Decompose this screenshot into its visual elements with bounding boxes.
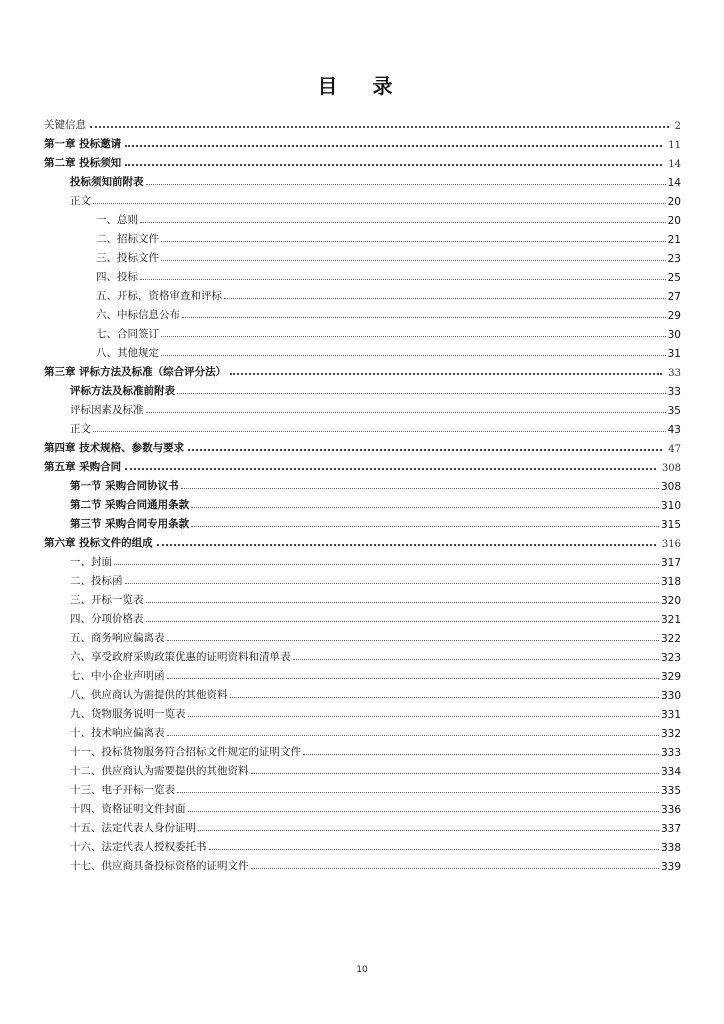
toc-entry-label: 三、投标文件 [96,252,159,264]
dot-leader [114,563,659,565]
dot-leader [177,392,666,394]
dot-leader [293,658,659,660]
dot-leader [161,335,666,337]
toc-entry-label: 十一、投标货物服务符合招标文件规定的证明文件 [70,746,301,758]
dot-leader [146,620,659,622]
toc-entry-page: 29 [667,310,681,322]
toc-entry-page: 329 [660,671,681,683]
toc-entry-page: 321 [660,614,681,626]
toc-entry-page: 20 [667,215,681,227]
toc-entry[interactable] [44,835,681,854]
toc-entry-page: 47 [668,444,681,455]
dot-leader [161,240,666,242]
toc-entry-page: 30 [667,329,681,341]
toc-entry-page: 33 [667,386,681,398]
toc-entry-page: 317 [660,557,681,569]
toc-entry-label: 评标方法及标准前附表 [70,385,175,397]
toc-entry-page: 334 [660,766,681,778]
toc-entry[interactable] [44,379,681,398]
toc-entry-label: 第二节 采购合同通用条款 [70,499,190,511]
toc-entry-page: 331 [660,709,681,721]
toc-entry-page: 20 [667,196,681,208]
toc-entry[interactable] [44,417,681,436]
dot-leader [209,848,659,850]
toc-entry[interactable] [44,569,681,588]
toc-entry-label: 十、技术响应偏离表 [70,727,165,739]
dot-leader [90,125,669,128]
dot-leader [181,487,659,489]
page-number: 10 [356,965,368,975]
dot-leader [125,163,662,166]
toc-entry-label: 五、开标，资格审查和评标 [96,290,222,302]
dot-leader [251,867,659,869]
toc-entry-label: 六、中标信息公布 [96,309,180,321]
toc-entry-page: 323 [660,652,681,664]
dot-leader [167,734,659,736]
toc-entry[interactable] [44,360,681,379]
dot-leader [198,829,659,831]
toc-entry[interactable] [44,455,681,474]
toc-entry[interactable] [44,740,681,759]
toc-entry[interactable] [44,626,681,645]
toc-entry[interactable] [44,322,681,341]
dot-leader [93,430,666,432]
toc-entry[interactable] [44,607,681,626]
toc-entry-page: 25 [667,272,681,284]
toc-entry-page: 318 [660,576,681,588]
toc-entry[interactable] [44,854,681,873]
toc-entry[interactable] [44,398,681,417]
dot-leader [177,791,659,793]
dot-leader [146,601,659,603]
toc-entry-page: 310 [660,500,681,512]
toc-entry-label: 正文 [70,195,91,207]
toc-entry-page: 308 [661,463,681,474]
toc-entry[interactable] [44,208,681,227]
dot-leader [167,677,659,679]
toc-entry-page: 339 [660,861,681,873]
dot-leader [224,297,666,299]
dot-leader [230,696,659,698]
toc-entry-page: 320 [660,595,681,607]
toc-entry-label: 十二、供应商认为需要提供的其他资料 [70,765,249,777]
toc-entry[interactable] [44,797,681,816]
toc-entry-label: 七、合同签订 [96,328,159,340]
toc-entry-page: 14 [667,177,681,189]
toc-entry-page: 308 [660,481,681,493]
toc-entry[interactable] [44,816,681,835]
toc-entry-page: 322 [660,633,681,645]
toc-entry-page: 21 [667,234,681,246]
toc-entry-page: 31 [667,348,681,360]
toc-entry-label: 八、其他规定 [96,347,159,359]
toc-entry[interactable] [44,645,681,664]
dot-leader [230,372,662,375]
toc-entry-label: 第一节 采购合同协议书 [70,480,179,492]
toc-entry-label: 第六章 投标文件的组成 [44,537,153,549]
toc-entry-page: 14 [668,159,681,170]
toc-entry[interactable] [44,588,681,607]
dot-leader [125,467,656,470]
toc-entry-page: 35 [667,405,681,417]
toc-entry-label: 评标因素及标准 [70,404,144,416]
toc-entry-label: 八、供应商认为需提供的其他资料 [70,689,228,701]
toc-entry-label: 十六、法定代表人授权委托书 [70,841,207,853]
dot-leader [191,525,659,527]
toc-entry-label: 正文 [70,423,91,435]
toc-entry-label: 第二章 投标须知 [44,157,122,169]
toc-entry[interactable] [44,265,681,284]
toc-entry-label: 第一章 投标邀请 [44,138,122,150]
toc-entry-label: 十七、供应商具备投标资格的证明文件 [70,860,249,872]
toc-entry-label: 第四章 技术规格、参数与要求 [44,442,185,454]
toc-entry-page: 315 [660,519,681,531]
toc-entry-page: 336 [660,804,681,816]
toc-entry[interactable] [44,474,681,493]
dot-leader [191,506,659,508]
page-title: 目 录 [317,74,407,98]
dot-leader [146,411,666,413]
toc-entry-label: 十三、电子开标一览表 [70,784,175,796]
dot-leader [140,278,666,280]
toc-entry-label: 一、封面 [70,556,112,568]
toc-entry[interactable] [44,550,681,569]
toc-entry-label: 投标须知前附表 [70,176,144,188]
toc-entry[interactable] [44,683,681,702]
toc-entry[interactable] [44,531,681,550]
toc-entry-label: 四、分项价格表 [70,613,144,625]
toc-entry-label: 三、开标一览表 [70,594,144,606]
dot-leader [161,259,666,261]
toc-entry-label: 关键信息 [44,119,86,131]
toc-entry-page: 333 [660,747,681,759]
toc-entry[interactable] [44,227,681,246]
toc-entry-page: 27 [667,291,681,303]
toc-entry-page: 335 [660,785,681,797]
toc-entry-page: 330 [660,690,681,702]
toc-entry-label: 十五、法定代表人身份证明 [70,822,196,834]
toc-entry-label: 五、商务响应偏离表 [70,632,165,644]
toc-entry-label: 二、招标文件 [96,233,159,245]
toc-entry-label: 七、中小企业声明函 [70,670,165,682]
toc-entry[interactable] [44,284,681,303]
dot-leader [251,772,659,774]
toc-entry[interactable] [44,170,681,189]
dot-leader [188,448,662,451]
toc-entry[interactable] [44,778,681,797]
toc-entry[interactable] [44,759,681,778]
toc-entry[interactable] [44,512,681,531]
toc-entry[interactable] [44,151,681,170]
toc-entry[interactable] [44,189,681,208]
toc-entry-label: 九、货物服务说明一览表 [70,708,186,720]
toc-entry-page: 2 [674,121,681,132]
toc-entry-page: 338 [660,842,681,854]
toc-entry[interactable] [44,303,681,322]
toc-entry-page: 33 [668,368,681,379]
dot-leader [146,183,666,185]
toc-entry[interactable] [44,702,681,721]
toc-entry[interactable] [44,113,681,132]
toc-entry[interactable] [44,436,681,455]
toc-entry-label: 第三章 评标方法及标准（综合评分法） [44,366,227,378]
toc-entry[interactable] [44,493,681,512]
toc-entry-page: 337 [660,823,681,835]
toc-entry-page: 332 [660,728,681,740]
toc-entry-page: 316 [661,539,681,550]
table-of-contents [44,113,681,873]
dot-leader [157,543,656,546]
toc-entry-label: 第三节 采购合同专用条款 [70,518,190,530]
dot-leader [167,639,659,641]
toc-entry[interactable] [44,246,681,265]
dot-leader [93,202,666,204]
dot-leader [182,316,666,318]
toc-entry[interactable] [44,664,681,683]
toc-entry-label: 一、总则 [96,214,138,226]
dot-leader [188,810,659,812]
toc-entry-label: 十四、资格证明文件封面 [70,803,186,815]
toc-entry-page: 43 [667,424,681,436]
toc-entry-label: 第五章 采购合同 [44,461,122,473]
dot-leader [125,582,659,584]
toc-entry-label: 六、享受政府采购政策优惠的证明资料和清单表 [70,651,291,663]
toc-entry[interactable] [44,341,681,360]
dot-leader [188,715,659,717]
dot-leader [140,221,666,223]
toc-entry-label: 二、投标函 [70,575,123,587]
dot-leader [161,354,666,356]
dot-leader [303,753,659,755]
toc-entry-page: 11 [668,140,681,151]
toc-entry-label: 四、投标 [96,271,138,283]
toc-entry-page: 23 [667,253,681,265]
toc-entry[interactable] [44,132,681,151]
dot-leader [125,144,662,147]
toc-entry[interactable] [44,721,681,740]
